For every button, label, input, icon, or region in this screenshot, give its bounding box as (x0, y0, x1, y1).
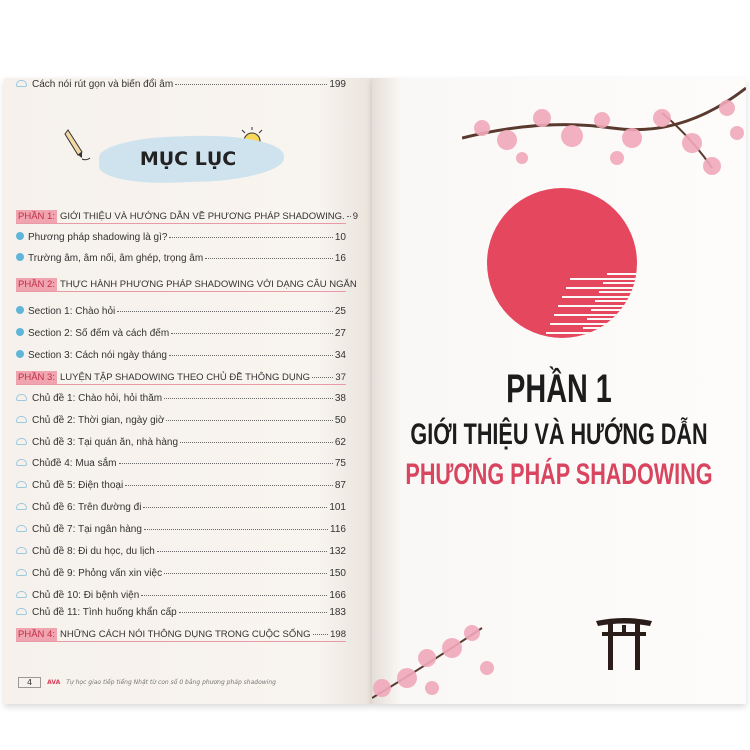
dot-leader (312, 377, 333, 378)
toc-page-number: 25 (334, 306, 346, 317)
toc-part-row (16, 278, 357, 292)
cloud-bullet-icon (16, 503, 27, 510)
red-sun-illustration (487, 188, 637, 338)
toc-item-row (16, 567, 346, 580)
toc-item-row (16, 414, 346, 427)
toc-entry-text: THỰC HÀNH PHƯƠNG PHÁP SHADOWING VỚI DẠNG CÂU NGẮN (59, 279, 357, 290)
arrow-bullet-icon (16, 306, 24, 314)
toc-page-number: 101 (329, 502, 346, 513)
part-heading: PHẦN 1 (506, 367, 612, 411)
toc-page-number: 10 (334, 232, 346, 243)
arrow-bullet-icon (16, 253, 24, 261)
toc-item-row (16, 231, 346, 244)
part-subtitle-accent: PHƯƠNG PHÁP SHADOWING (405, 458, 713, 491)
toc-page-number: 37 (335, 372, 346, 383)
footer-text: Tự học giao tiếp tiếng Nhật từ con số 0 bằng phương pháp shadowing (66, 679, 276, 686)
page-footer (18, 677, 276, 688)
toc-page-number: 166 (329, 590, 346, 601)
toc-entry-text: Section 2: Số đếm và cách đếm (28, 328, 170, 339)
toc-entry-text: NHỮNG CÁCH NÓI THÔNG DỤNG TRONG CUỘC SỐNG (59, 629, 311, 640)
toc-entry-text: Phương pháp shadowing là gì? (28, 232, 168, 243)
toc-entry-text: Chủ đề 8: Đi du học, du lịch (32, 546, 155, 557)
toc-page-number: 38 (334, 393, 346, 404)
toc-page-number: 34 (334, 350, 346, 361)
arrow-bullet-icon (16, 328, 24, 336)
toc-entry-text: Chủ đề 10: Đi bệnh viện (32, 590, 140, 601)
dot-leader (180, 442, 333, 443)
toc-item-row (16, 457, 346, 470)
cloud-bullet-icon (16, 394, 27, 401)
toc-title: MỤC LỤC (139, 148, 237, 170)
cloud-bullet-icon (16, 438, 27, 445)
toc-item-row (16, 327, 346, 340)
toc-page-number: 150 (329, 568, 346, 579)
dot-leader (117, 311, 333, 312)
toc-entry-text: Chủ đề 1: Chào hỏi, hỏi thăm (32, 393, 163, 404)
dot-leader (171, 333, 333, 334)
dot-leader (179, 612, 328, 613)
publisher-logo: AVA (47, 679, 61, 686)
dot-leader (141, 595, 327, 596)
toc-page-number: 16 (334, 253, 346, 264)
dot-leader (313, 634, 329, 635)
toc-item-row (16, 523, 346, 536)
toc-page-number: 62 (334, 437, 346, 448)
sun-stripe (607, 273, 637, 275)
toc-item-row (16, 479, 346, 492)
cherry-blossom-branch-top (462, 78, 746, 188)
toc-page-number: 132 (329, 546, 346, 557)
arrow-bullet-icon (16, 232, 24, 240)
part-subtitle: GIỚI THIỆU VÀ HƯỚNG DẪN (410, 418, 708, 451)
toc-item-row (16, 545, 346, 558)
toc-entry-text: Chủđề 4: Mua sắm (32, 458, 117, 469)
dot-leader (144, 529, 328, 530)
sun-stripe (558, 305, 637, 307)
sun-stripe (550, 323, 637, 325)
sun-stripe (583, 327, 637, 329)
toc-item-row (16, 305, 346, 318)
toc-page-number: 116 (330, 524, 346, 535)
sun-stripe (599, 291, 637, 293)
dot-leader (119, 463, 333, 464)
sun-stripe (566, 287, 637, 289)
toc-page-number: 198 (330, 629, 346, 640)
dot-leader (164, 573, 327, 574)
cloud-bullet-icon (16, 608, 27, 615)
torii-gate-icon (594, 615, 654, 671)
toc-entry-text: Chủ đề 2: Thời gian, ngày giờ (32, 415, 165, 426)
toc-entry-text: Chủ đề 7: Tại ngân hàng (32, 524, 142, 535)
dot-leader (205, 258, 333, 259)
dot-leader (347, 216, 351, 217)
part-tag: PHẦN 1: (18, 211, 55, 222)
cloud-bullet-icon (16, 416, 27, 423)
toc-page-number: 27 (334, 328, 346, 339)
sun-stripe (595, 300, 637, 302)
part-tag: PHẦN 3: (18, 372, 55, 383)
toc-item-row (16, 78, 346, 91)
toc-item-row (16, 436, 346, 449)
sun-stripe (562, 296, 637, 298)
toc-item-row (16, 252, 346, 265)
sun-stripe (554, 314, 637, 316)
toc-part-row (16, 628, 346, 642)
sun-stripe (570, 278, 637, 280)
cloud-bullet-icon (16, 569, 27, 576)
toc-entry-text: Cách nói rút gọn và biến đổi âm (32, 79, 174, 90)
sun-stripe (603, 282, 637, 284)
toc-item-row (16, 349, 346, 362)
sun-stripe (546, 332, 637, 334)
part-tag: PHẦN 4: (18, 629, 55, 640)
toc-entry-text: Chủ đề 11: Tình huống khẩn cấp (32, 607, 177, 618)
dot-leader (164, 398, 333, 399)
toc-item-row (16, 501, 346, 514)
toc-entry-text: GIỚI THIỆU VÀ HƯỚNG DẪN VỀ PHƯƠNG PHÁP SHADOWING. (59, 211, 345, 222)
cherry-blossom-branch-bottom (372, 608, 502, 704)
toc-page-number: 183 (329, 607, 346, 618)
right-page (372, 78, 746, 704)
arrow-bullet-icon (16, 350, 24, 358)
dot-leader (175, 84, 327, 85)
cloud-bullet-icon (16, 481, 27, 488)
dot-leader (125, 485, 333, 486)
cloud-bullet-icon (16, 591, 27, 598)
cloud-bullet-icon (16, 80, 27, 87)
toc-entry-text: Chủ đề 9: Phỏng vấn xin việc (32, 568, 163, 579)
toc-entry-text: Chủ đề 6: Trên đường đi (32, 502, 142, 513)
sun-stripe (587, 318, 637, 320)
toc-item-row (16, 392, 346, 405)
toc-item-row (16, 606, 346, 619)
left-page (4, 78, 372, 704)
toc-entry-text: Section 3: Cách nói ngày tháng (28, 350, 167, 361)
toc-item-row (16, 589, 346, 602)
dot-leader (169, 237, 332, 238)
toc-entry-text: Chủ đề 3: Tại quán ăn, nhà hàng (32, 437, 179, 448)
cloud-bullet-icon (16, 525, 27, 532)
toc-part-row (16, 371, 346, 385)
dot-leader (157, 551, 327, 552)
toc-page-number: 9 (352, 211, 358, 222)
part-tag: PHẦN 2: (18, 279, 55, 290)
toc-page-number: 199 (329, 79, 346, 90)
sun-stripe (591, 309, 637, 311)
toc-entry-text: Section 1: Chào hỏi (28, 306, 116, 317)
toc-page-number: 75 (334, 458, 346, 469)
cloud-bullet-icon (16, 459, 27, 466)
toc-page-number: 87 (334, 480, 346, 491)
page-number: 4 (18, 677, 41, 688)
dot-leader (169, 355, 333, 356)
toc-entry-text: LUYỆN TẬP SHADOWING THEO CHỦ ĐỀ THÔNG DỤNG (59, 372, 310, 383)
dot-leader (166, 420, 332, 421)
toc-page-number: 50 (334, 415, 346, 426)
toc-entry-text: Chủ đề 5: Điện thoại (32, 480, 124, 491)
cloud-bullet-icon (16, 547, 27, 554)
toc-entry-text: Trường âm, âm nối, âm ghép, trọng âm (28, 253, 204, 264)
toc-part-row (16, 210, 358, 224)
dot-leader (143, 507, 327, 508)
